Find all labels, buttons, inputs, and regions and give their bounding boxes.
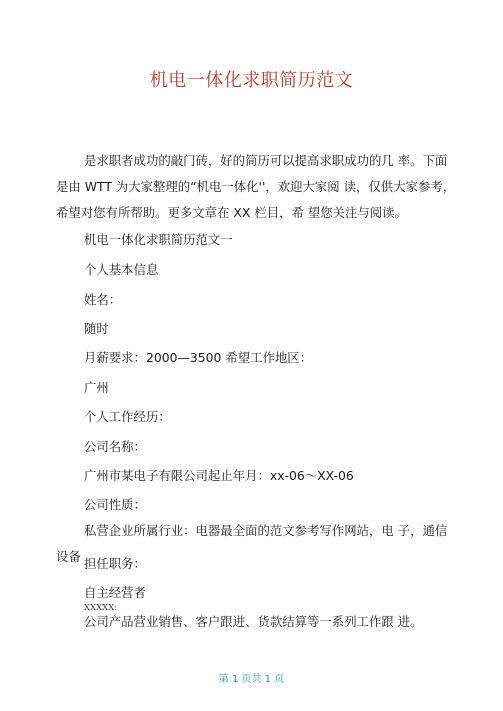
- job-description-line: 公司产品营业销售、客户跟进、货款结算等一系列工作跟 进。: [84, 614, 423, 629]
- intro-paragraph: 是求职者成功的敲门砖，好的简历可以提高求职成功的几 率。下面是由 WTT 为大家整理的“机电一体化''，欢迎大家阅 读，仅供大家参考，希望对您有所帮助。更多文章在 XX 栏目，希 望您关注与阅读。: [56, 153, 456, 220]
- field-company-label: 公司名称：: [84, 439, 146, 454]
- field-location-value: 广州: [84, 380, 109, 395]
- section-work-experience: 个人工作经历：: [84, 409, 171, 424]
- field-position-label: 担任职务：: [84, 556, 146, 571]
- resume-heading: 机电一体化求职简历范文一: [84, 232, 233, 247]
- redacted-field-label: XXXXX:: [84, 603, 118, 613]
- field-company-type-label: 公司性质：: [84, 497, 146, 512]
- field-name-label: 姓名：: [84, 292, 122, 307]
- field-availability-value: 随时: [84, 321, 109, 336]
- field-company-value: 广州市某电子有限公司起止年月：xx-06～XX-06: [84, 468, 354, 483]
- field-position-value: 自主经营者: [84, 585, 146, 600]
- field-salary-line: 月薪要求：2000—3500 希望工作地区：: [84, 350, 313, 365]
- page-footer: 第 1 页共 1 页: [218, 674, 285, 685]
- document-title: 机电一体化求职简历范文: [149, 70, 354, 91]
- section-basic-info: 个人基本信息: [84, 262, 159, 277]
- field-industry-paragraph: 私营企业所属行业：电器最全面的范文参考写作网站，电 子，通信设备: [56, 523, 448, 564]
